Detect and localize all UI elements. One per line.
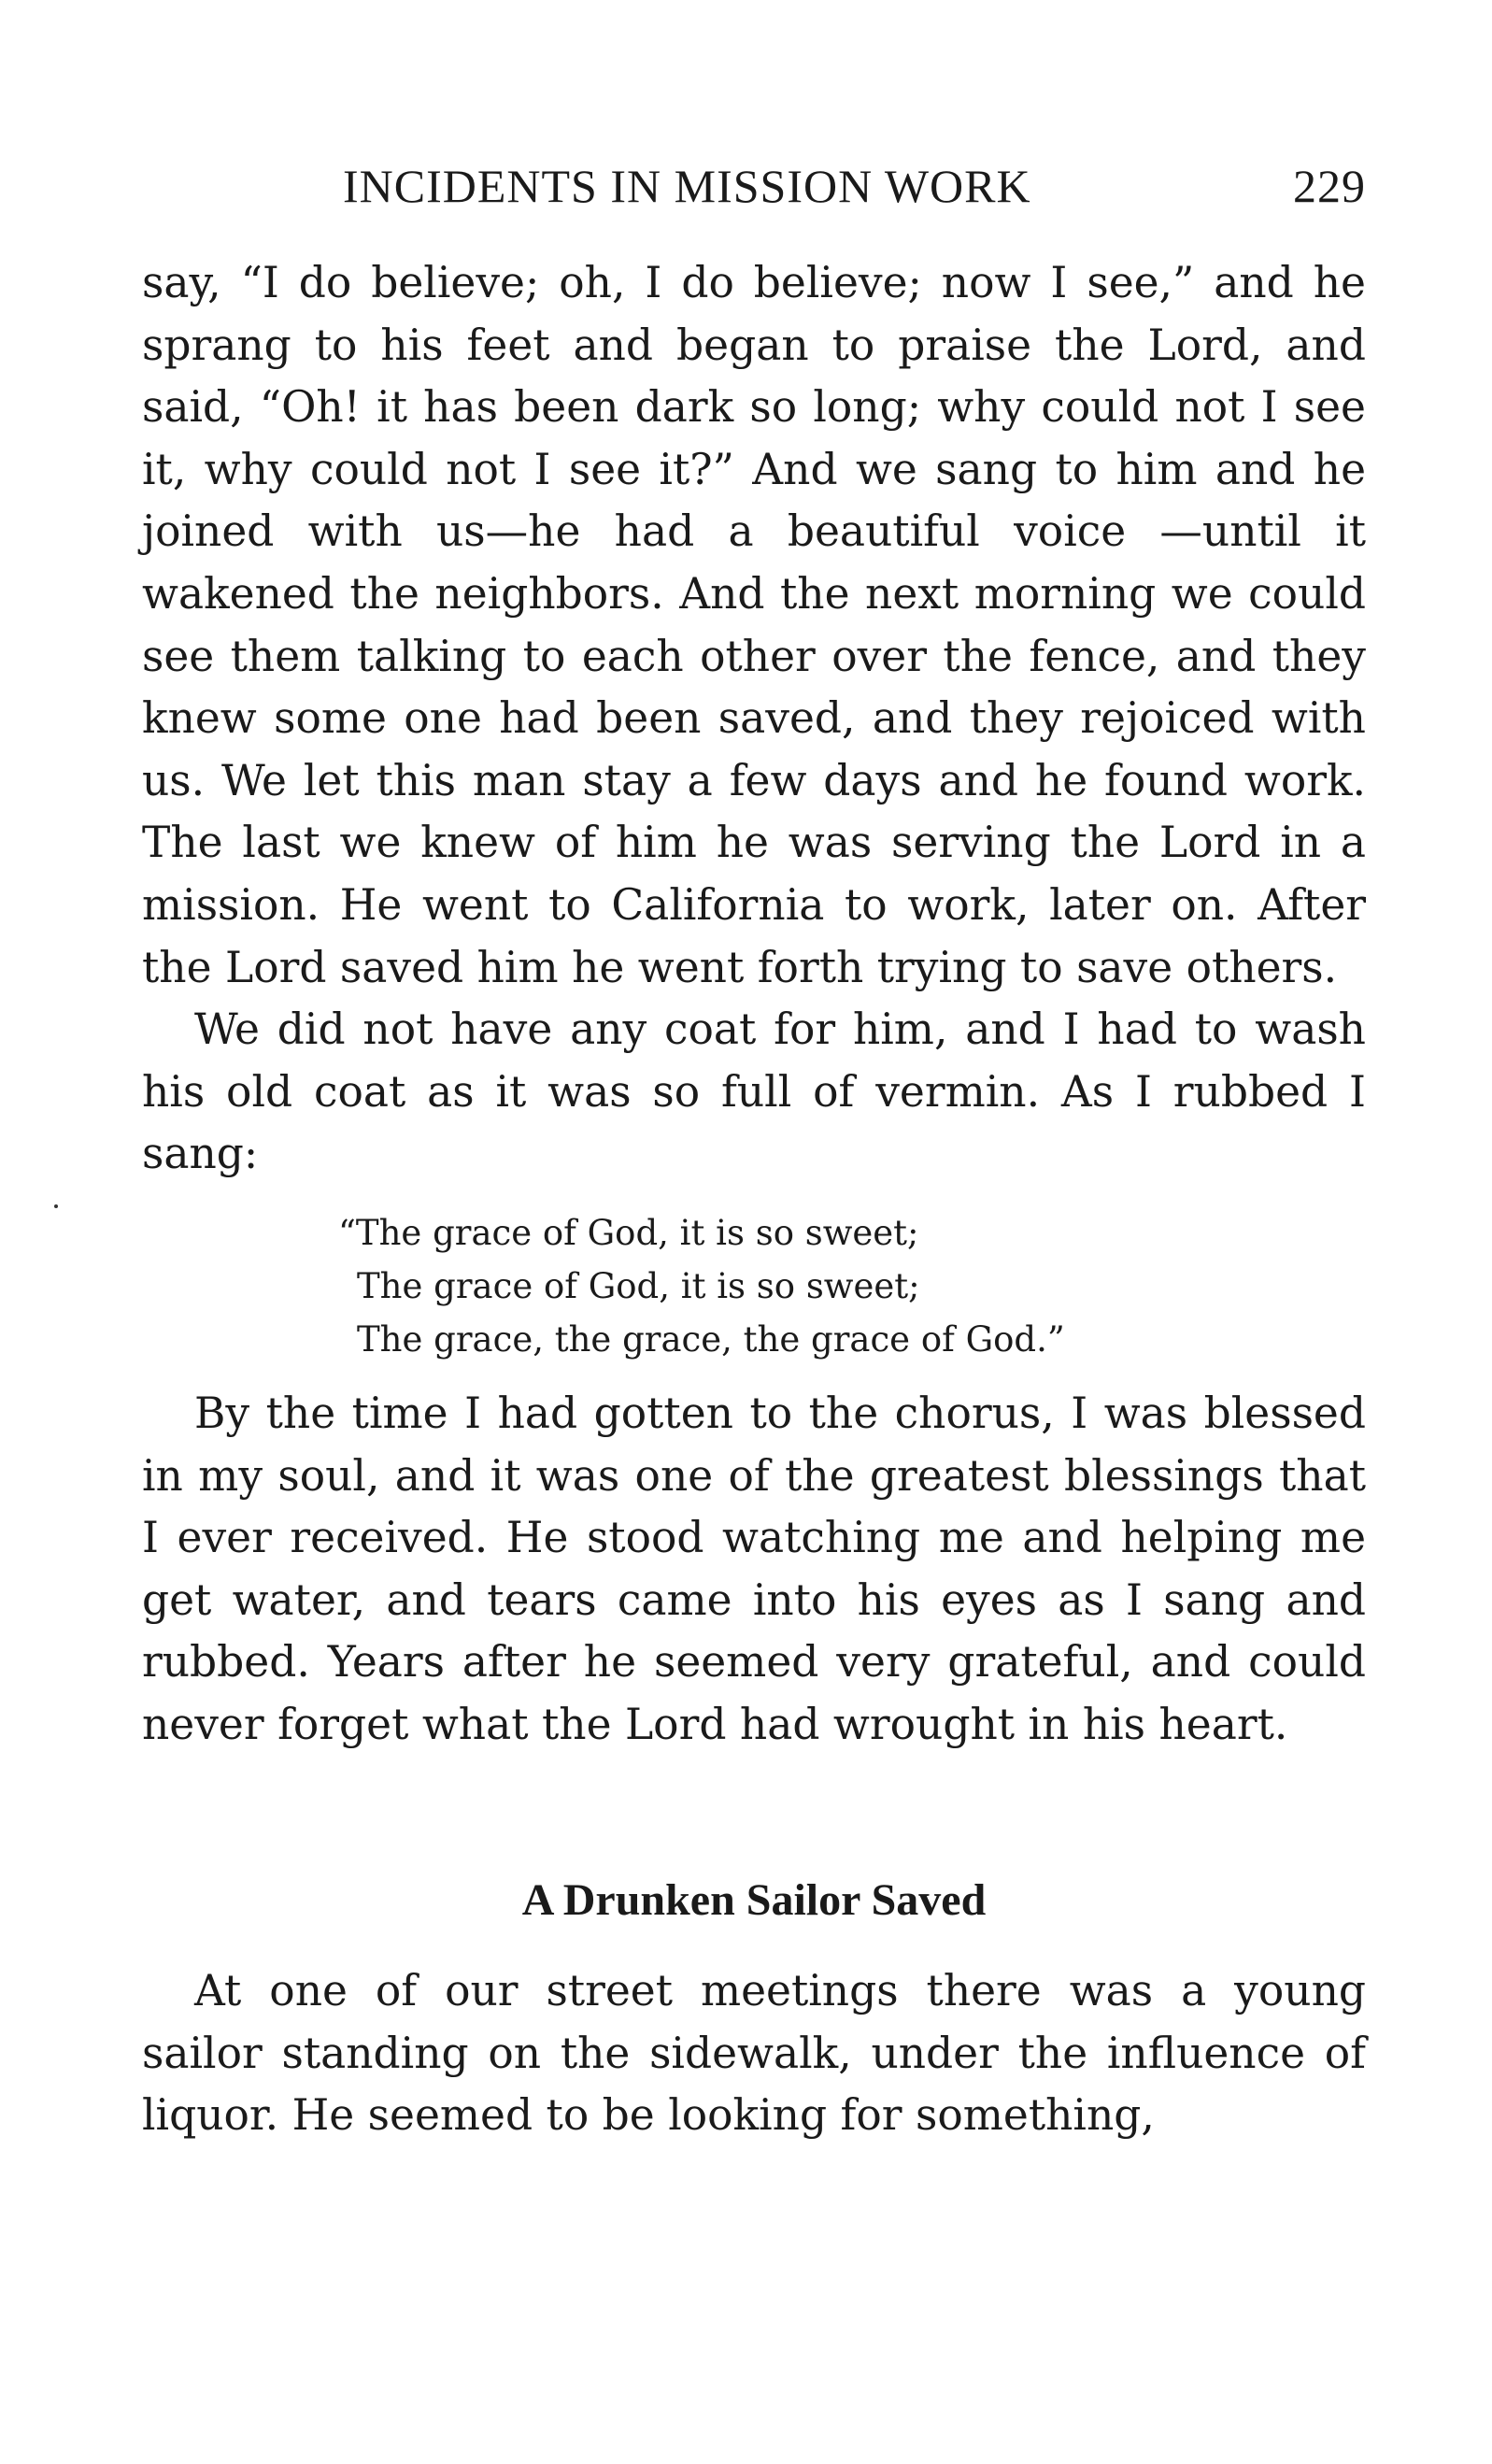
paragraph: By the time I had gotten to the chorus, I was blessed in my soul, and it was one of the greatest blessings that I ever received. He stood watching me and helping me get water, and tears came into his eyes as I sang and rubbed. Years after he seemed very grateful, and could never forget what the Lord had wrought in his heart. bbox=[142, 1388, 1366, 1749]
running-head-title: INCIDENTS IN MISSION WORK bbox=[343, 160, 1031, 212]
page-number: 229 bbox=[1293, 160, 1366, 212]
section-heading: A Drunken Sailor Saved bbox=[521, 1875, 987, 1926]
paragraph-continued: say, “I do believe; oh, I do believe; now I see,” and he sprang to his feet and began to praise the Lord, and said, “Oh! it has been dark so long; why could not I see it, why could not I see it?” And we sang to him and he joined with us—he had a beautiful voice —until it wakened the neighbors. And the next morning we could see them talking to each other over the fence, and they knew some one had been saved, and they rejoiced with us. We let this man stay a few days and he found work. The last we knew of him he was serving the Lord in a mission. He went to California to work, later on. After the Lord saved him he went forth trying to save others. bbox=[142, 258, 1366, 992]
running-head bbox=[142, 150, 1366, 224]
paragraph: At one of our street meetings there was a young sailor standing on the sidewalk, under the influence of liquor. He seemed to be looking for something, bbox=[142, 1966, 1366, 2141]
verse-line: “The grace of God, it is so sweet; bbox=[338, 1212, 919, 1253]
stray-ink-mark bbox=[54, 1204, 58, 1208]
verse-line: The grace, the grace, the grace of God.” bbox=[357, 1318, 1065, 1360]
verse-block bbox=[338, 1206, 1366, 1366]
paragraph: We did not have any coat for him, and I had to wash his old coat as it was so full of vermin. As I rubbed I sang: bbox=[142, 1004, 1366, 1179]
book-page bbox=[142, 150, 1366, 2147]
verse-line: The grace of God, it is so sweet; bbox=[357, 1265, 920, 1306]
body-text bbox=[142, 252, 1366, 2147]
